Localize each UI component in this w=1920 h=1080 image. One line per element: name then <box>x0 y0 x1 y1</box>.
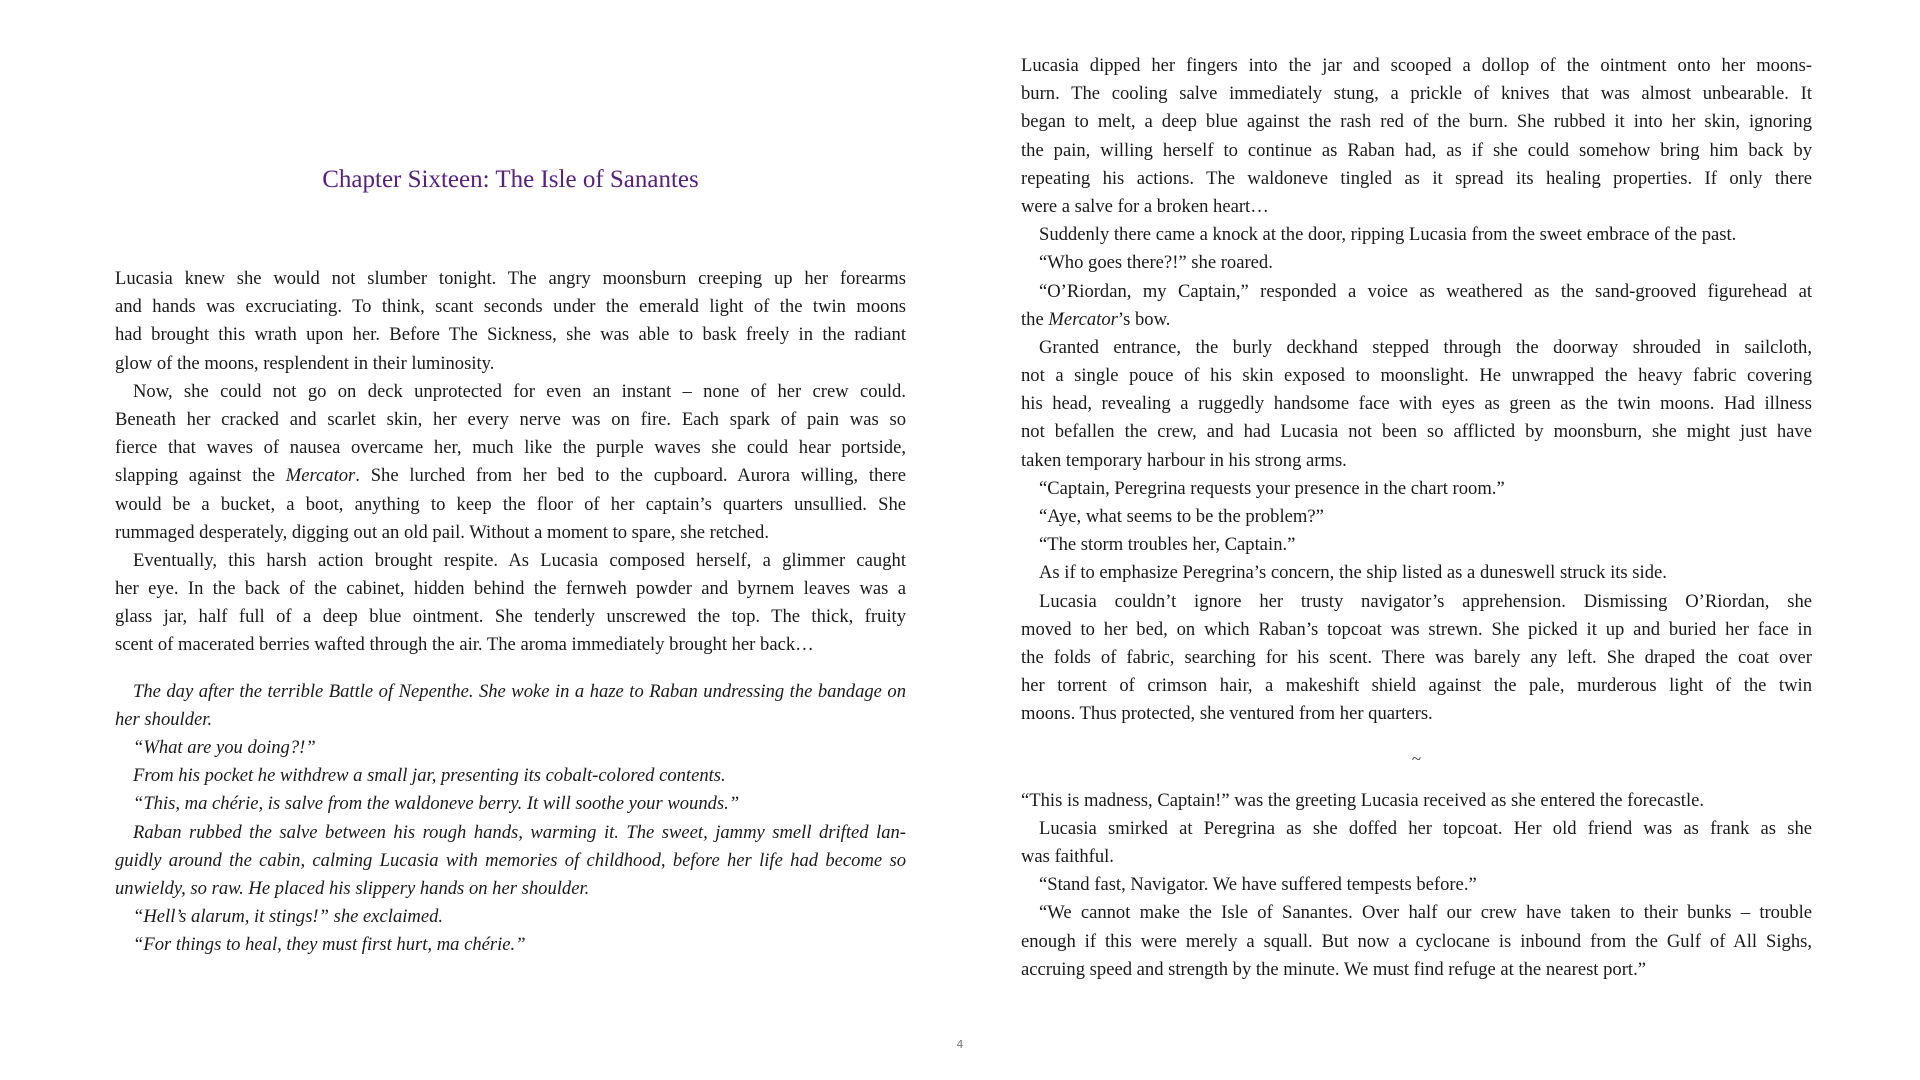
text-line: repeating his actions. The waldoneve tingled as it spread its healing properties. If only there <box>1021 167 1812 189</box>
text-line: “We cannot make the Isle of Sanantes. Over half our crew have taken to their bunks – trouble <box>1039 902 1812 924</box>
paragraph <box>115 378 906 547</box>
paragraph <box>1021 475 1812 503</box>
paragraph <box>115 790 906 818</box>
text-line: not a single pouce of his skin exposed to moonslight. He unwrapped the heavy fabric covering <box>1021 365 1812 387</box>
text-line: Eventually, this harsh action brought respite. As Lucasia composed herself, a glimmer caught <box>133 549 906 571</box>
text-line: guidly around the cabin, calming Lucasia with memories of childhood, before her life had become so <box>115 849 906 871</box>
text-line: “The storm troubles her, Captain.” <box>1039 534 1296 556</box>
text-line: Suddenly there came a knock at the door, ripping Lucasia from the sweet embrace of the past. <box>1039 224 1737 246</box>
ship-name-italic: Mercator <box>1048 308 1118 330</box>
paragraph <box>1021 249 1812 277</box>
right-page <box>960 0 1920 1080</box>
text-line <box>115 462 906 490</box>
text-line: rummaged desperately, digging out an old pail. Without a moment to spare, she retched. <box>115 521 769 543</box>
text-line: had brought this wrath upon her. Before The Sickness, she was able to bask freely in the radiant <box>115 324 906 346</box>
paragraph <box>1021 787 1812 815</box>
text-line: As if to emphasize Peregrina’s concern, the ship listed as a duneswell struck its side. <box>1039 562 1667 584</box>
left-body-text <box>115 265 906 960</box>
paragraph <box>1021 871 1812 899</box>
main-paragraphs <box>115 265 906 660</box>
text-line: her torrent of crimson hair, a makeshift shield against the pale, murderous light of the twin <box>1021 675 1812 697</box>
text-line: “Who goes there?!” she roared. <box>1039 252 1273 274</box>
paragraph <box>1021 52 1812 221</box>
scene-break: ~ <box>1411 748 1422 768</box>
page-number: 4 <box>956 1038 964 1051</box>
text-line: unwieldy, so raw. He placed his slippery hands on her shoulder. <box>115 877 590 899</box>
text-line: taken temporary harbour in his strong arms. <box>1021 449 1347 471</box>
paragraph <box>1021 588 1812 729</box>
text-segment: the <box>1021 308 1049 330</box>
paragraph <box>1021 503 1812 531</box>
text-line: Lucasia knew she would not slumber tonight. The angry moonsburn creeping up her forearms <box>115 268 906 289</box>
paragraph <box>1021 815 1812 871</box>
text-line: From his pocket he withdrew a small jar, presenting its cobalt-colored contents. <box>133 765 726 787</box>
text-line: the pain, willing herself to continue as Raban had, as if she could somehow bring him back by <box>1021 139 1812 161</box>
text-line: Raban rubbed the salve between his rough hands, warming it. The sweet, jammy smell drifted lan- <box>133 821 906 843</box>
text-line: her shoulder. <box>115 708 213 730</box>
paragraph <box>1021 278 1812 334</box>
paragraph <box>1021 899 1812 984</box>
paragraph <box>115 931 906 959</box>
text-line: the folds of fabric, searching for his scent. There was barely any left. She draped the coat over <box>1021 646 1812 668</box>
text-line: Lucasia couldn’t ignore her trusty navigator’s apprehension. Dismissing O’Riordan, she <box>1039 590 1812 612</box>
text-line: moved to her bed, on which Raban’s topcoat was strewn. She picked it up and buried her face in <box>1021 618 1812 640</box>
text-line: “What are you doing?!” <box>133 737 316 758</box>
text-line: “This, ma chérie, is salve from the waldoneve berry. It will soothe your wounds.” <box>133 793 740 815</box>
text-line: would be a bucket, a boot, anything to keep the floor of her captain’s quarters unsullied. She <box>115 493 906 515</box>
chapter-title: Chapter Sixteen: The Isle of Sanantes <box>322 166 699 193</box>
text-line: glow of the moons, resplendent in their luminosity. <box>115 352 495 374</box>
text-line: burn. The cooling salve immediately stung, a prickle of knives that was almost unbearable. It <box>1021 83 1812 105</box>
text-line: not befallen the crew, and had Lucasia not been so afflicted by moonsburn, she might just have <box>1021 421 1812 443</box>
paragraph <box>115 265 906 378</box>
text-line: began to melt, a deep blue against the rash red of the burn. She rubbed it into her skin, ignoring <box>1021 111 1812 133</box>
text-line: Lucasia smirked at Peregrina as she doffed her topcoat. Her old friend was as frank as she <box>1039 817 1812 839</box>
text-line: Beneath her cracked and scarlet skin, her every nerve was on fire. Each spark of pain was so <box>115 408 906 430</box>
paragraph <box>1021 221 1812 249</box>
paragraph <box>115 547 906 660</box>
text-line: enough if this were merely a squall. But now a cyclocane is inbound from the Gulf of All Sighs, <box>1021 930 1812 952</box>
text-line: and hands was excruciating. To think, scant seconds under the emerald light of the twin moons <box>115 296 906 318</box>
text-segment: slapping against the <box>115 465 286 487</box>
text-line: “O’Riordan, my Captain,” responded a voice as weathered as the sand-grooved figurehead at <box>1039 280 1812 302</box>
text-line: accruing speed and strength by the minute. We must find refuge at the nearest port.” <box>1021 958 1646 980</box>
text-line: Lucasia dipped her fingers into the jar and scooped a dollop of the ointment onto her moons- <box>1021 55 1812 76</box>
text-line: “Stand fast, Navigator. We have suffered tempests before.” <box>1039 874 1477 896</box>
ship-name-italic: Mercator <box>285 465 356 487</box>
main-paragraphs <box>1021 52 1812 729</box>
after-break-paragraphs <box>1021 787 1812 984</box>
text-line: “Hell’s alarum, it stings!” she exclaimed. <box>133 906 444 928</box>
text-line: glass jar, half full of a deep blue ointment. She tenderly unscrewed the top. The thick, fruity <box>115 606 906 628</box>
paragraph <box>115 734 906 762</box>
right-body-text <box>1021 52 1812 984</box>
text-line: Granted entrance, the burly deckhand stepped through the doorway shrouded in sailcloth, <box>1039 336 1812 358</box>
flashback-passage <box>115 678 906 960</box>
text-line: scent of macerated berries wafted through the air. The aroma immediately brought her back… <box>115 634 814 656</box>
paragraph <box>115 819 906 904</box>
text-line: The day after the terrible Battle of Nepenthe. She woke in a haze to Raban undressing the bandage on <box>133 680 906 702</box>
text-line: Now, she could not go on deck unprotected for even an instant – none of her crew could. <box>133 380 906 402</box>
text-segment: . She lurched from her bed to the cupboard. Aurora willing, there <box>355 465 906 487</box>
text-line: “This is madness, Captain!” was the greeting Lucasia received as she entered the forecastle. <box>1021 789 1705 811</box>
paragraph <box>1021 531 1812 559</box>
text-line: fierce that waves of nausea overcame her, much like the purple waves she could hear portside, <box>115 437 906 459</box>
text-line: was faithful. <box>1021 846 1114 868</box>
text-line: were a salve for a broken heart… <box>1021 195 1269 217</box>
paragraph <box>115 678 906 734</box>
text-line: “For things to heal, they must first hurt, ma chérie.” <box>133 934 526 956</box>
paragraph <box>115 762 906 790</box>
text-line: her eye. In the back of the cabinet, hidden behind the fernweh powder and byrnem leaves was a <box>115 578 906 600</box>
paragraph <box>1021 559 1812 587</box>
text-line: “Captain, Peregrina requests your presence in the chart room.” <box>1039 477 1505 499</box>
paragraph <box>115 903 906 931</box>
text-line: moons. Thus protected, she ventured from her quarters. <box>1021 703 1433 725</box>
text-line: “Aye, what seems to be the problem?” <box>1039 506 1324 527</box>
text-line: his head, revealing a ruggedly handsome face with eyes as green as the twin moons. Had illness <box>1021 393 1812 415</box>
text-segment: ’s bow. <box>1117 308 1171 330</box>
paragraph <box>1021 334 1812 475</box>
text-line <box>1021 306 1812 334</box>
